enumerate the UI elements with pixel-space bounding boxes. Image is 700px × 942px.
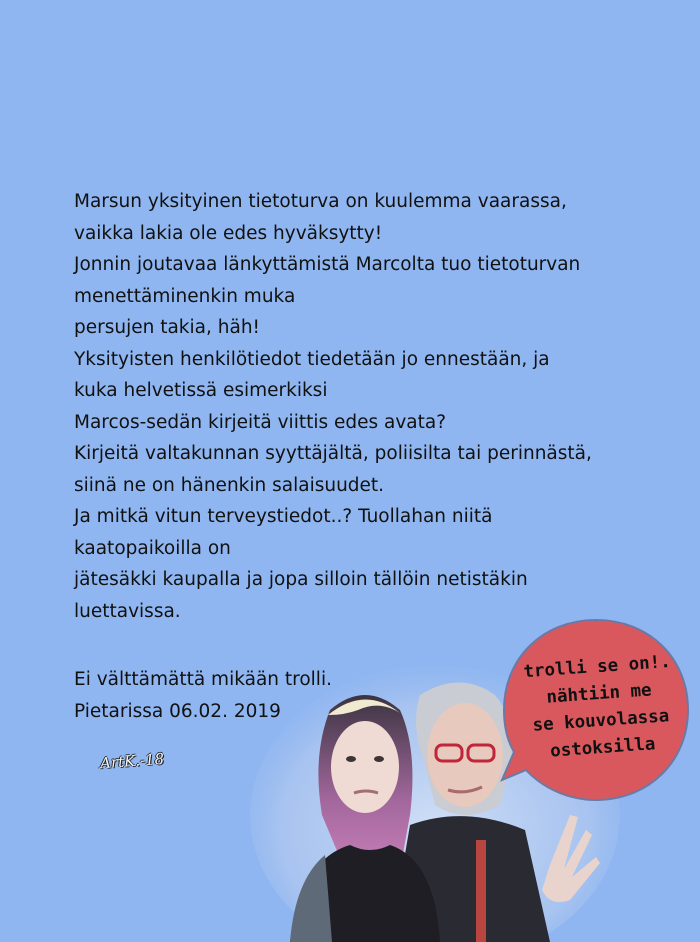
bubble-line: se kouvolassa (531, 706, 670, 736)
poem-line: vaikka lakia ole edes hyväksytty! (74, 222, 383, 244)
poem-line: Jonnin joutavaa länkyttämistä Marcolta tuo tietoturvan (74, 254, 581, 275)
bubble-line: ostoksilla (549, 734, 657, 762)
poem-line: menettäminenkin muka (74, 285, 296, 307)
bubble-line: nähtiin me (545, 680, 653, 708)
speech-bubble-text (501, 648, 698, 769)
poem-line: Yksityisten henkilötiedot tiedetään jo ennestään, ja (74, 348, 550, 370)
artist-signature: ArtK.-18 (99, 749, 165, 773)
poem-line: jätesäkki kaupalla ja jopa silloin tällöin netistäkin (74, 569, 528, 590)
signoff-line: Ei välttämättä mikään trolli. (74, 669, 332, 690)
poem-line: Marsun yksityinen tietoturva on kuulemma vaarassa, (74, 191, 567, 212)
poem-line: Kirjeitä valtakunnan syyttäjältä, poliisilta tai perinnästä, (74, 443, 592, 464)
poem-line: persujen takia, häh! (74, 317, 260, 338)
poem-line: luettavissa. (74, 600, 181, 622)
poem-line: kaatopaikoilla on (74, 537, 231, 559)
bubble-line: trolli se on!. (522, 651, 672, 683)
poem-text (74, 186, 654, 627)
poem-line: Ja mitkä vitun terveystiedot..? Tuollahan niitä (74, 506, 493, 527)
poem-line: kuka helvetissä esimerkiksi (74, 380, 328, 401)
poem-line: siinä ne on hänenkin salaisuudet. (74, 474, 385, 496)
signoff-date: Pietarissa 06.02. 2019 (74, 700, 281, 722)
poem-line: Marcos-sedän kirjeitä viittis edes avata? (74, 411, 447, 433)
